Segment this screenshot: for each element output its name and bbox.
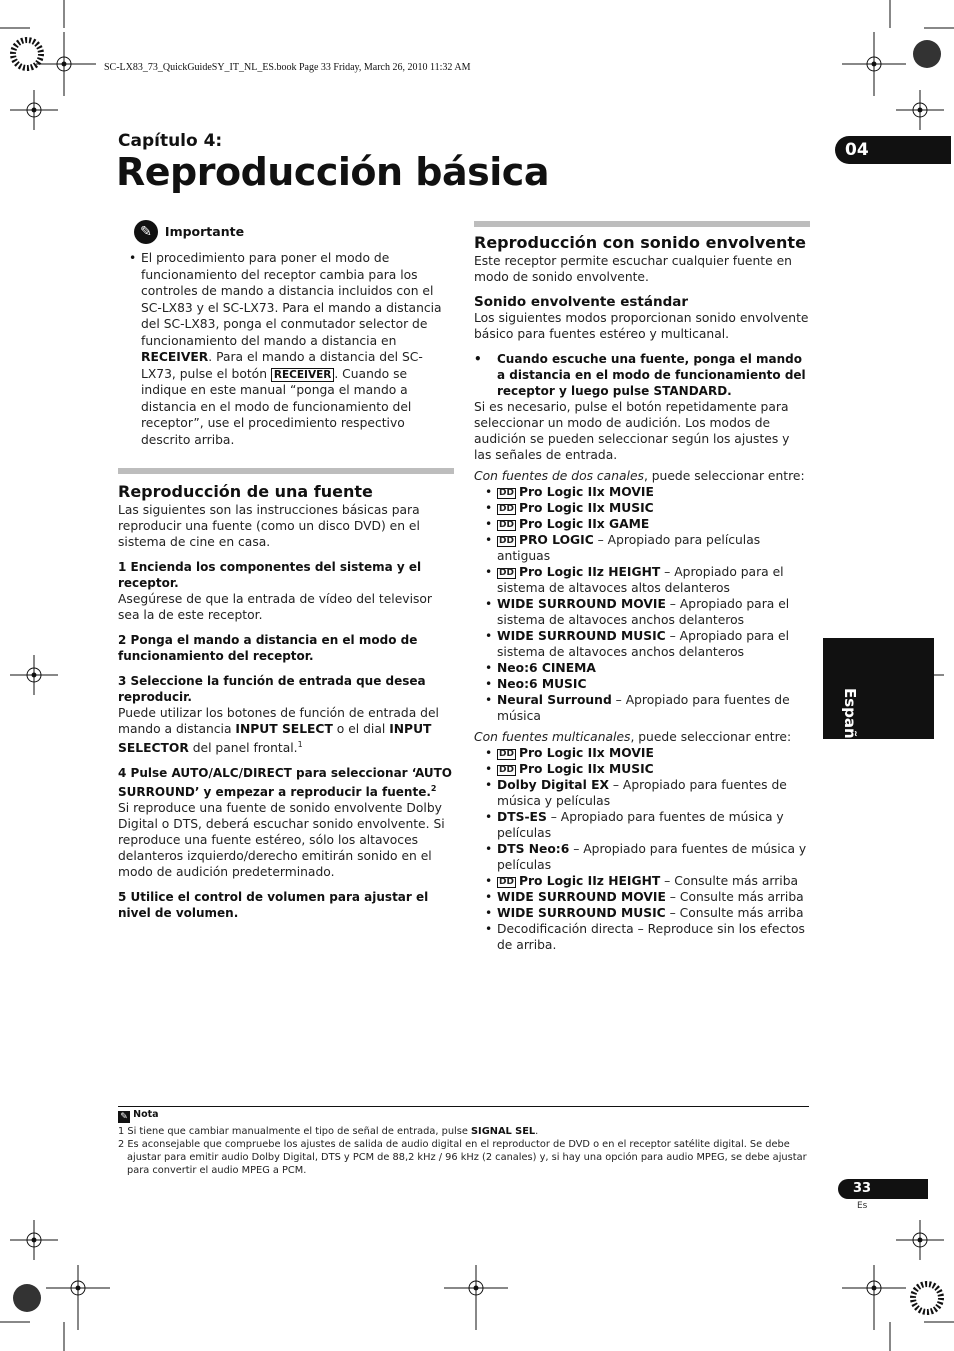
mode-item xyxy=(474,516,810,532)
important-icon: ✎ xyxy=(134,220,158,244)
step-1: 1 Encienda los componentes del sistema y el receptor. xyxy=(118,560,422,590)
mode-name: Pro Logic IIx MUSIC xyxy=(518,501,654,515)
step-3: 3 Seleccione la función de entrada que desea reproducir. xyxy=(118,674,426,704)
importante-list xyxy=(118,250,454,448)
left-column xyxy=(118,220,454,921)
notes-heading: ✎ Nota xyxy=(118,1108,809,1123)
notes xyxy=(118,1108,809,1177)
mode-description: – Apropiado para el sistema de altavoces altos delanteros xyxy=(497,565,784,595)
mode-item xyxy=(474,777,810,809)
mode-description: – Apropiado para el sistema de altavoces anchos delanteros xyxy=(497,629,790,659)
mode-item xyxy=(474,873,810,889)
step-5: 5 Utilice el control de volumen para ajustar el nivel de volumen. xyxy=(118,890,429,921)
mode-item xyxy=(474,500,810,516)
step-3-text: Puede utilizar los botones de función de entrada del mando a distancia INPUT SELECT o el dial INPUT SELECTOR del panel frontal.$^1$ xyxy=(118,706,439,756)
mode-name: Neural Surround xyxy=(497,693,612,707)
mode-description: – Consulte más arriba xyxy=(665,890,804,904)
mode-item xyxy=(474,905,810,921)
mode-description: – Apropiado para fuentes de música y películas xyxy=(497,778,787,808)
mode-item xyxy=(474,745,810,761)
section-rule xyxy=(118,468,454,474)
step-4: 4 Pulse AUTO/ALC/DIRECT para seleccionar ‘AUTO SURROUND’ y empezar a reproducir la fuente.$^2$ xyxy=(118,766,452,800)
mode-description: – Consulte más arriba xyxy=(660,874,799,888)
two-channel-label: Con fuentes de dos canales, puede seleccionar entre: xyxy=(474,469,805,483)
mode-description: – Apropiado para el sistema de altavoces anchos delanteros xyxy=(497,597,790,627)
chapter-number: 04 xyxy=(845,140,869,160)
subheading-estandar: Sonido envolvente estándar xyxy=(474,294,689,310)
mode-name: Pro Logic IIx GAME xyxy=(518,517,650,531)
mode-name: DTS Neo:6 xyxy=(497,842,570,856)
mode-name: WIDE SURROUND MUSIC xyxy=(497,906,666,920)
mode-description: Decodificación directa – Reproduce sin los efectos de arriba. xyxy=(497,922,805,952)
mode-name: Pro Logic IIz HEIGHT xyxy=(518,565,661,579)
dolby-icon: DD xyxy=(499,504,514,514)
note-1: 1 Si tiene que cambiar manualmente el tipo de señal de entrada, pulse SIGNAL SEL. xyxy=(118,1126,539,1137)
step-4-text: Si reproduce una fuente de sonido envolvente Dolby Digital o DTS, deberá escuchar sonido envolvente. Si reproduce una fuente estéreo, sólo los altavoces delanteros izquierdo/derecho emitirán sonido en el modo de audición predeterminado. xyxy=(118,801,445,880)
page-number: 33 xyxy=(853,1181,872,1196)
print-info-line: SC-LX83_73_QuickGuideSY_IT_NL_ES.book Page 33 Friday, March 26, 2010 11:32 AM xyxy=(104,62,471,73)
mode-item xyxy=(474,889,810,905)
mode-item xyxy=(474,484,810,500)
dolby-icon: DD xyxy=(499,765,514,775)
receiver-button-glyph: RECEIVER xyxy=(271,368,334,382)
mode-name: Dolby Digital EX xyxy=(497,778,609,792)
mode-name: Pro Logic IIx MOVIE xyxy=(518,746,654,760)
mode-item xyxy=(474,596,810,628)
section-heading-envolvente: Reproducción con sonido envolvente xyxy=(474,233,806,252)
note-2: 2 Es aconsejable que compruebe los ajustes de salida de audio digital en el reproductor de DVD o en el receptor satélite digital. Se debe ajustar para emitir audio Dolby Digital, DTS y PCM de 88,2 kHz / 96 kHz (2 canales) y, si hay una opción para audio MPEG, se debe ajustar para convertir el audio MPEG a PCM. xyxy=(118,1139,807,1176)
mode-item xyxy=(474,564,810,596)
importante-item: • El procedimiento para poner el modo de funcionamiento del receptor cambia para los controles de mando a distancia incluidos con el SC-LX83 y el SC-LX73. Para el mando a distancia del SC-LX83, ponga el conmutador selector de funcionamiento del mando a distancia en RECEIVER. Para el mando a distancia del SC-LX73, pulse el botón RECEIVER . Cuando se indique en este manual “ponga el mando a distancia en el modo de funcionamiento del receptor”, use el procedimiento respectivo descrito arriba. xyxy=(118,250,454,448)
two-channel-modes-list xyxy=(474,484,810,724)
mode-name: Neo:6 CINEMA xyxy=(497,661,596,675)
dolby-icon: DD xyxy=(499,488,514,498)
note-icon: ✎ xyxy=(118,1111,130,1123)
step-2: 2 Ponga el mando a distancia en el modo de funcionamiento del receptor. xyxy=(118,633,418,663)
importante-heading xyxy=(134,220,454,244)
chapter-tab xyxy=(835,136,951,164)
mode-name: Neo:6 MUSIC xyxy=(497,677,587,691)
mode-item xyxy=(474,921,810,953)
mode-item xyxy=(474,692,810,724)
mode-name: Pro Logic IIz HEIGHT xyxy=(518,874,661,888)
mode-description: – Apropiado para fuentes de música y películas xyxy=(497,810,784,840)
dolby-icon: DD xyxy=(499,568,514,578)
mode-name: Pro Logic IIx MOVIE xyxy=(518,485,654,499)
language-label: Español xyxy=(841,688,859,755)
dolby-icon: DD xyxy=(499,877,514,887)
dolby-icon: DD xyxy=(499,520,514,530)
envolvente-intro: Este receptor permite escuchar cualquier fuente en modo de sonido envolvente. xyxy=(474,254,792,284)
dolby-icon: DD xyxy=(499,749,514,759)
section-rule xyxy=(474,221,810,227)
chapter-label: Capítulo 4: xyxy=(118,131,223,151)
dolby-icon: DD xyxy=(499,536,514,546)
mode-description: – Apropiado para películas antiguas xyxy=(497,533,761,563)
page-number-badge xyxy=(838,1179,928,1199)
chapter-title: Reproducción básica xyxy=(116,150,549,194)
mode-name: WIDE SURROUND MOVIE xyxy=(497,890,666,904)
una-fuente-intro: Las siguientes son las instrucciones básicas para reproducir una fuente (como un disco DVD) en el sistema de cine en casa. xyxy=(118,503,420,549)
language-tab xyxy=(823,638,934,755)
right-column xyxy=(474,221,810,953)
mode-name: DTS-ES xyxy=(497,810,547,824)
notes-rule xyxy=(118,1106,809,1107)
mode-description: – Consulte más arriba xyxy=(665,906,804,920)
mode-item xyxy=(474,676,810,692)
estandar-intro: Los siguientes modos proporcionan sonido envolvente básico para fuentes estéreo y multicanal. xyxy=(474,311,809,341)
mode-item xyxy=(474,761,810,777)
mode-name: WIDE SURROUND MUSIC xyxy=(497,629,666,643)
importante-title: Importante xyxy=(164,223,245,239)
mode-item xyxy=(474,628,810,660)
standard-step: • Cuando escuche una fuente, ponga el mando a distancia en el modo de funcionamiento del receptor y luego pulse STANDARD. xyxy=(474,352,806,398)
page-language: Es xyxy=(857,1201,868,1211)
mode-item xyxy=(474,809,810,841)
multichannel-modes-list xyxy=(474,745,810,953)
mode-name: WIDE SURROUND MOVIE xyxy=(497,597,666,611)
mode-name: PRO LOGIC xyxy=(518,533,594,547)
standard-step-text: Si es necesario, pulse el botón repetidamente para seleccionar un modo de audición. Los modos de audición se pueden seleccionar según los ajustes y las señales de entrada. xyxy=(474,400,790,462)
section-heading-una-fuente: Reproducción de una fuente xyxy=(118,482,373,501)
mode-name: Pro Logic IIx MUSIC xyxy=(518,762,654,776)
mode-item xyxy=(474,660,810,676)
mode-item xyxy=(474,841,810,873)
multichannel-label: Con fuentes multicanales, puede seleccionar entre: xyxy=(474,730,792,744)
mode-item xyxy=(474,532,810,564)
mode-description: – Apropiado para fuentes de música xyxy=(497,693,790,723)
step-1-text: Asegúrese de que la entrada de vídeo del televisor sea la de este receptor. xyxy=(118,592,432,622)
mode-description: – Apropiado para fuentes de música y películas xyxy=(497,842,807,872)
